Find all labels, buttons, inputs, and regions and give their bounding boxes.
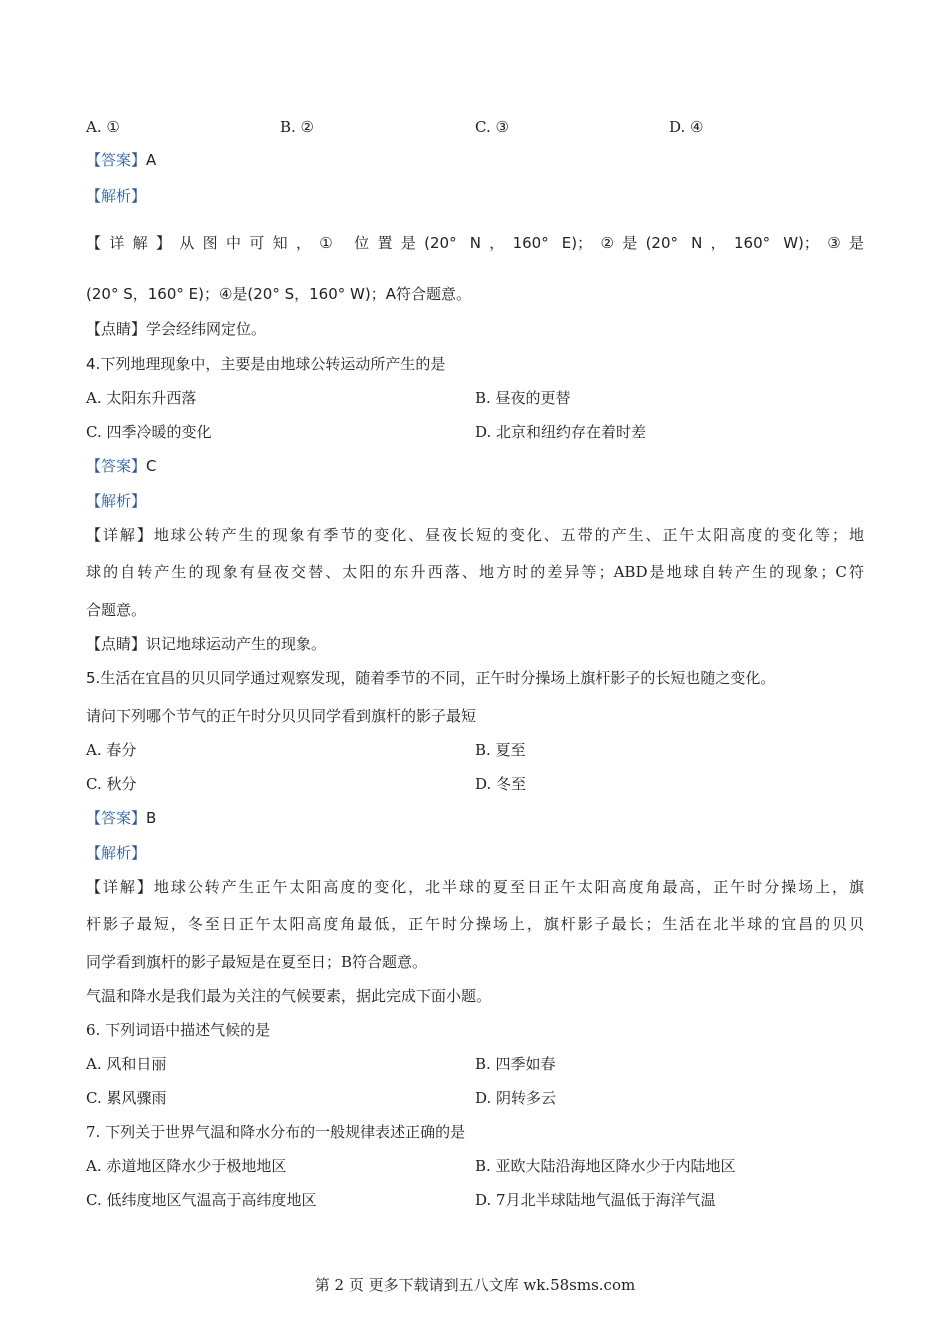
q3-option-a: A. ① <box>86 118 120 136</box>
q7-option-a: A. 赤道地区降水少于极地地区 <box>86 1157 287 1175</box>
q3-detail-line1: 【详解】从图中可知，① 位置是(20° N，160° E)；②是(20° N，160° W)；③是 <box>86 234 864 252</box>
group-intro: 气温和降水是我们最为关注的气候要素，据此完成下面小题。 <box>86 987 492 1005</box>
q7-stem: 7. 下列关于世界气温和降水分布的一般规律表述正确的是 <box>86 1123 466 1141</box>
q4-detail-line3: 合题意。 <box>86 601 147 619</box>
q4-option-c: C. 四季冷暖的变化 <box>86 423 212 441</box>
q4-tip: 【点睛】识记地球运动产生的现象。 <box>86 635 327 653</box>
q6-option-a: A. 风和日丽 <box>86 1055 167 1073</box>
q7-option-c: C. 低纬度地区气温高于高纬度地区 <box>86 1191 317 1209</box>
q4-detail-line1: 【详解】地球公转产生的现象有季节的变化、昼夜长短的变化、五带的产生、正午太阳高度的变化等；地 <box>86 526 864 544</box>
page-footer: 第 2 页 更多下载请到五八文库 wk.58sms.com <box>314 1276 636 1294</box>
q5-stem-line2: 请问下列哪个节气的正午时分贝贝同学看到旗杆的影子最短 <box>86 707 477 725</box>
answer-value: A <box>146 151 157 169</box>
q7-option-d: D. 7月北半球陆地气温低于海洋气温 <box>475 1191 716 1209</box>
q5-stem-line1 <box>86 668 775 688</box>
q4-option-d: D. 北京和纽约存在着时差 <box>475 423 647 441</box>
q5-number: 5. <box>86 669 101 687</box>
answer-value: B <box>146 809 157 827</box>
q6-option-c: C. 累风骤雨 <box>86 1089 167 1107</box>
q3-option-d: D. ④ <box>669 118 704 136</box>
q5-option-b: B. 夏至 <box>475 741 526 759</box>
q5-option-c: C. 秋分 <box>86 775 137 793</box>
answer-tag: 【答案】 <box>86 809 147 827</box>
q5-detail-line2: 杆影子最短，冬至日正午太阳高度角最低，正午时分操场上，旗杆影子最长；生活在北半球的宜昌的贝贝 <box>86 915 864 933</box>
q4-stem-text: 下列地理现象中，主要是由地球公转运动所产生的是 <box>100 355 446 373</box>
q4-option-b: B. 昼夜的更替 <box>475 389 571 407</box>
answer-tag: 【答案】 <box>86 151 147 169</box>
q7-option-b: B. 亚欧大陆沿海地区降水少于内陆地区 <box>475 1157 736 1175</box>
q3-option-b: B. ② <box>280 118 315 136</box>
q3-analysis-tag: 【解析】 <box>86 187 147 205</box>
q4-stem <box>86 354 445 374</box>
q3-answer <box>86 150 156 170</box>
q6-option-d: D. 阴转多云 <box>475 1089 557 1107</box>
q6-stem: 6. 下列词语中描述气候的是 <box>86 1021 271 1039</box>
q4-analysis-tag: 【解析】 <box>86 492 147 510</box>
q4-detail-line2: 球的自转产生的现象有昼夜交替、太阳的东升西落、地方时的差异等；ABD是地球自转产生的现象；C符 <box>86 563 864 581</box>
q5-answer <box>86 808 156 828</box>
q5-detail-line3: 同学看到旗杆的影子最短是在夏至日；B符合题意。 <box>86 953 428 971</box>
q4-answer <box>86 456 157 476</box>
q5-stem-text: 生活在宜昌的贝贝同学通过观察发现，随着季节的不同，正午时分操场上旗杆影子的长短也随之变化。 <box>100 669 776 687</box>
q3-tip: 【点睛】学会经纬网定位。 <box>86 320 267 338</box>
q6-option-b: B. 四季如春 <box>475 1055 556 1073</box>
q5-option-a: A. 春分 <box>86 741 137 759</box>
answer-tag: 【答案】 <box>86 457 147 475</box>
q5-analysis-tag: 【解析】 <box>86 844 147 862</box>
q3-detail-line2: (20° S，160° E)；④是(20° S，160° W)；A符合题意。 <box>86 285 471 303</box>
q4-number: 4. <box>86 355 101 373</box>
q5-detail-line1: 【详解】地球公转产生正午太阳高度的变化，北半球的夏至日正午太阳高度角最高，正午时分操场上，旗 <box>86 878 864 896</box>
q4-option-a: A. 太阳东升西落 <box>86 389 197 407</box>
q3-option-c: C. ③ <box>475 118 509 136</box>
q5-option-d: D. 冬至 <box>475 775 527 793</box>
answer-value: C <box>146 457 157 475</box>
